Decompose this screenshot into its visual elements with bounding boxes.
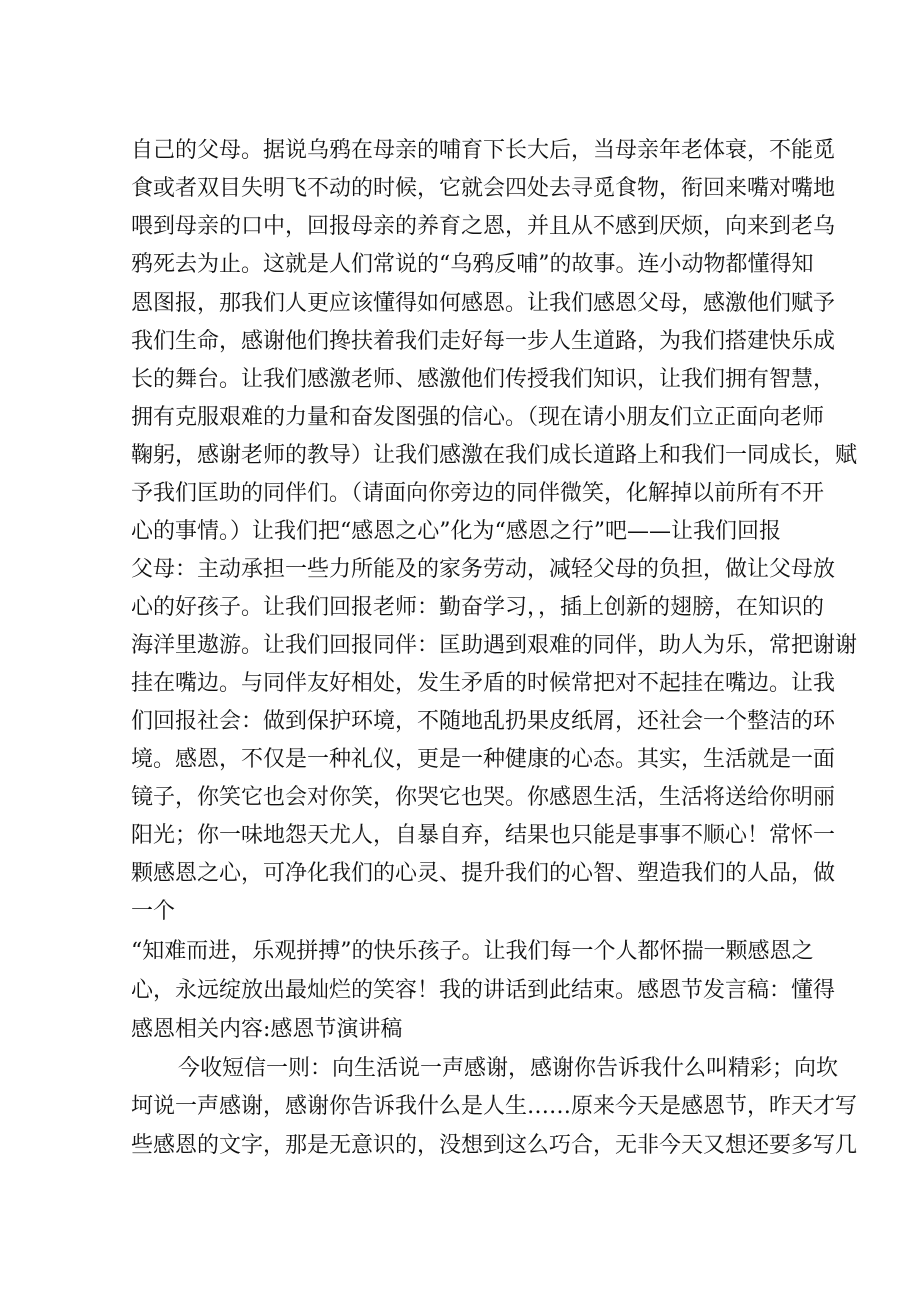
text-line: 镜子，你笑它也会对你笑，你哭它也哭。你感恩生活，生活将送给你明丽 (131, 785, 836, 810)
text-line: 予我们匡助的同伴们。（请面向你旁边的同伴微笑，化解掉以前所有不开 (131, 481, 825, 506)
text-line: 拥有克服艰难的力量和奋发图强的信心。（现在请小朋友们立正面向老师 (131, 405, 825, 430)
paragraph-first-line: 今收短信一则：向生活说一声感谢，感谢你告诉我什么叫精彩；向坎 (178, 1056, 839, 1081)
text-line: 我们生命，感谢他们搀扶着我们走好每一步人生道路，为我们搭建快乐成 (131, 329, 836, 354)
text-line: 海洋里遨游。让我们回报同伴：匡助遇到艰难的同伴，助人为乐，常把谢谢 (131, 633, 858, 658)
text-line: 恩图报，那我们人更应该懂得如何感恩。让我们感恩父母，感激他们赋予 (131, 291, 836, 316)
text-line: 食或者双目失明飞不动的时候，它就会四处去寻觅食物，衔回来嘴对嘴地 (131, 176, 836, 201)
text-line: 坷说一声感谢，感谢你告诉我什么是人生……原来今天是感恩节，昨天才写 (131, 1094, 858, 1119)
text-line: 自己的父母。据说乌鸦在母亲的哺育下长大后，当母亲年老体衰，不能觅 (131, 138, 836, 163)
text-line: 一个 (131, 899, 176, 924)
text-line: 长的舞台。让我们感激老师、感激他们传授我们知识，让我们拥有智慧， (131, 367, 836, 392)
text-line: 心的好孩子。让我们回报老师：勤奋学习，，插上创新的翅膀，在知识的 (131, 595, 825, 620)
text-line: 境。感恩，不仅是一种礼仪，更是一种健康的心态。其实，生活就是一面 (131, 747, 836, 772)
text-line: 心的事情。）让我们把“感恩之心”化为“感恩之行”吧——让我们回报 (131, 519, 781, 544)
text-line: 些感恩的文字，那是无意识的，没想到这么巧合，无非今天又想还要多写几 (131, 1133, 858, 1158)
text-line: 挂在嘴边。与同伴友好相处，发生矛盾的时候常把对不起挂在嘴边。让我 (131, 671, 836, 696)
text-line: 感恩相关内容:感恩节演讲稿 (131, 1017, 403, 1042)
text-line: 阳光；你一味地怨天尤人，自暴自弃，结果也只能是事事不顺心！常怀一 (131, 823, 836, 848)
text-line: 父母：主动承担一些力所能及的家务劳动，减轻父母的负担，做让父母放 (131, 557, 836, 582)
text-line: 鸦死去为止。这就是人们常说的“乌鸦反哺”的故事。连小动物都懂得知 (131, 252, 814, 277)
text-line: 心，永远绽放出最灿烂的笑容！我的讲话到此结束。感恩节发言稿：懂得 (131, 978, 836, 1003)
text-line: “知难而进，乐观拼搏”的快乐孩子。让我们每一个人都怀揣一颗感恩之 (131, 939, 814, 964)
text-line: 们回报社会：做到保护环境，不随地乱扔果皮纸屑，还社会一个整洁的环 (131, 709, 836, 734)
text-line: 喂到母亲的口中，回报母亲的养育之恩，并且从不感到厌烦，向来到老乌 (131, 214, 836, 239)
text-line: 颗感恩之心，可净化我们的心灵、提升我们的心智、塑造我们的人品，做 (131, 861, 836, 886)
text-line: 鞠躬，感谢老师的教导）让我们感激在我们成长道路上和我们一同成长，赋 (131, 443, 858, 468)
